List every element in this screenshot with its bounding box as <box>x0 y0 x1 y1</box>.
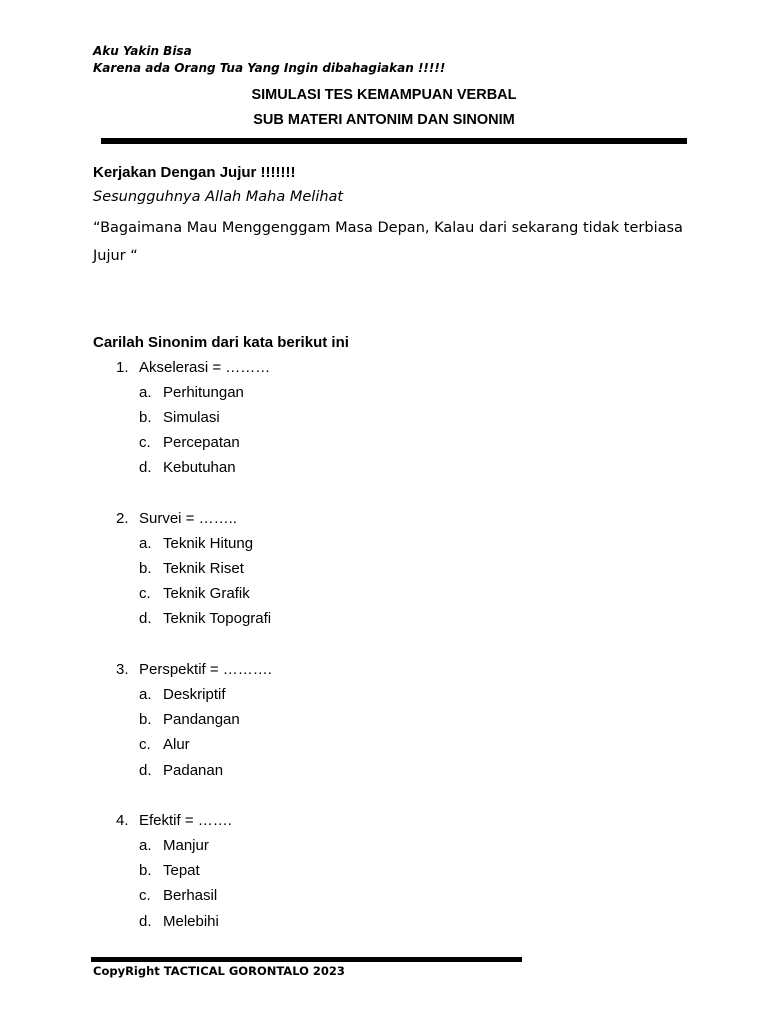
option-4c <box>139 886 217 905</box>
question-4 <box>116 811 232 830</box>
option-2b <box>139 559 244 578</box>
option-letter: b. <box>139 862 152 879</box>
option-text: Percepatan <box>163 434 240 451</box>
option-text: Teknik Hitung <box>163 535 254 552</box>
option-4b <box>139 861 200 880</box>
question-number: 3. <box>116 661 129 678</box>
option-text: Perhitungan <box>163 384 244 401</box>
option-letter: a. <box>139 686 152 703</box>
option-letter: d. <box>139 762 152 779</box>
option-2c <box>139 584 250 603</box>
question-text: Akselerasi = ……… <box>139 359 271 376</box>
quote-line-1: “Bagaimana Mau Menggenggam Masa Depan, Kalau dari sekarang tidak terbiasa <box>93 220 683 236</box>
option-text: Teknik Riset <box>163 560 244 577</box>
header-divider <box>101 138 687 144</box>
question-2 <box>116 509 237 528</box>
option-letter: c. <box>139 434 151 451</box>
option-3c <box>139 735 190 754</box>
question-3 <box>116 660 272 679</box>
option-text: Simulasi <box>163 409 220 426</box>
option-text: Pandangan <box>163 711 240 728</box>
option-3d <box>139 761 223 780</box>
footer-copyright: CopyRight TACTICAL GORONTALO 2023 <box>93 964 345 978</box>
quote-line-2: Jujur “ <box>93 248 138 264</box>
option-3b <box>139 710 240 729</box>
option-text: Padanan <box>163 762 224 779</box>
option-text: Melebihi <box>163 913 219 930</box>
option-letter: a. <box>139 837 152 854</box>
option-text: Tepat <box>163 862 200 879</box>
option-4d <box>139 912 219 931</box>
option-1a <box>139 383 244 402</box>
option-1c <box>139 433 240 452</box>
question-number: 2. <box>116 510 129 527</box>
document-subtitle: SUB MATERI ANTONIM DAN SINONIM <box>253 112 515 128</box>
option-letter: b. <box>139 560 152 577</box>
option-letter: d. <box>139 459 152 476</box>
option-text: Manjur <box>163 837 209 854</box>
option-1b <box>139 408 220 427</box>
option-2d <box>139 609 271 628</box>
section-heading: Carilah Sinonim dari kata berikut ini <box>93 334 349 351</box>
option-letter: a. <box>139 535 152 552</box>
instruction-heading: Kerjakan Dengan Jujur !!!!!!! <box>93 164 296 181</box>
option-4a <box>139 836 209 855</box>
option-text: Kebutuhan <box>163 459 236 476</box>
option-text: Teknik Topografi <box>163 610 272 627</box>
option-letter: d. <box>139 913 152 930</box>
option-letter: b. <box>139 711 152 728</box>
option-3a <box>139 685 226 704</box>
option-letter: c. <box>139 736 151 753</box>
footer-divider <box>91 957 522 962</box>
option-letter: c. <box>139 585 151 602</box>
motto-line-1: Aku Yakin Bisa <box>93 44 192 58</box>
option-letter: c. <box>139 887 151 904</box>
option-text: Teknik Grafik <box>163 585 250 602</box>
document-title: SIMULASI TES KEMAMPUAN VERBAL <box>251 87 517 103</box>
option-1d <box>139 458 236 477</box>
option-letter: a. <box>139 384 152 401</box>
question-number: 1. <box>116 359 129 376</box>
question-1 <box>116 358 270 377</box>
option-text: Deskriptif <box>163 686 226 703</box>
option-text: Berhasil <box>163 887 218 904</box>
option-letter: b. <box>139 409 152 426</box>
question-text: Survei = …….. <box>139 510 237 527</box>
question-number: 4. <box>116 812 129 829</box>
motto-line-2: Karena ada Orang Tua Yang Ingin dibahagiakan !!!!! <box>93 61 446 75</box>
option-2a <box>139 534 253 553</box>
question-text: Efektif = ……. <box>139 812 232 829</box>
question-text: Perspektif = ………. <box>139 661 272 678</box>
quote-author: Sesungguhnya Allah Maha Melihat <box>93 189 344 205</box>
option-text: Alur <box>163 736 190 753</box>
option-letter: d. <box>139 610 152 627</box>
